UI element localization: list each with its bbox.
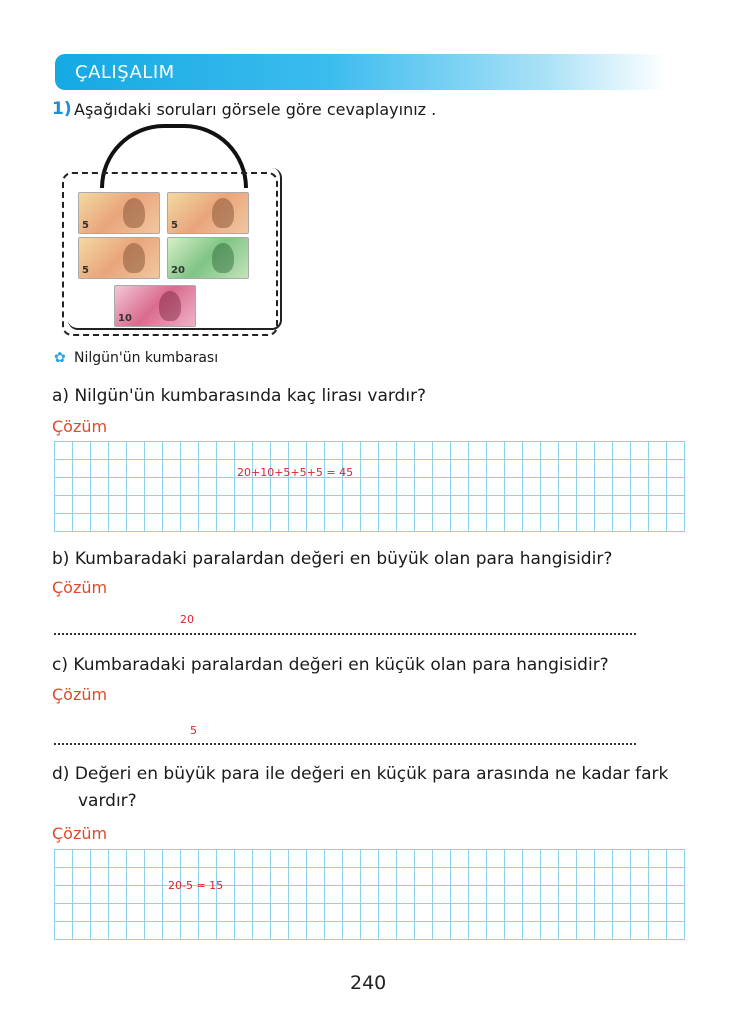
answer-b: 20 [180, 613, 194, 626]
banknote-5: 5 [78, 237, 160, 279]
answer-line-b [54, 633, 636, 635]
answer-line-c [54, 743, 636, 745]
question-c-label: c) [52, 655, 68, 675]
question-b-label: b) [52, 549, 70, 569]
question-instruction: Aşağıdaki soruları görsele göre cevaplayınız . [74, 100, 437, 119]
banknote-10: 10 [114, 285, 196, 327]
section-title: ÇALIŞALIM [75, 62, 175, 83]
answer-c: 5 [190, 724, 197, 737]
question-a-text: Nilgün'ün kumbarasında kaç lirası vardır? [74, 386, 427, 406]
question-b-text: Kumbaradaki paralardan değeri en büyük olan para hangisidir? [74, 549, 613, 569]
banknote-5: 5 [78, 192, 160, 234]
image-caption: Nilgün'ün kumbarası [74, 350, 219, 366]
answer-grid-a [54, 441, 685, 532]
question-c [52, 655, 609, 675]
question-d-label: d) [52, 764, 70, 784]
question-b [52, 549, 612, 569]
page-number: 240 [350, 972, 387, 994]
section-header [55, 54, 667, 90]
question-a [52, 386, 426, 406]
solution-label-a: Çözüm [52, 417, 108, 436]
flower-icon: ✿ [54, 350, 66, 366]
banknote-5: 5 [167, 192, 249, 234]
banknote-20: 20 [167, 237, 249, 279]
answer-grid-d [54, 849, 685, 940]
solution-label-b: Çözüm [52, 578, 108, 597]
question-d-text-line1: Değeri en büyük para ile değeri en küçük para arasında ne kadar fark [74, 764, 669, 784]
question-a-label: a) [52, 386, 70, 406]
solution-label-d: Çözüm [52, 824, 108, 843]
solution-label-c: Çözüm [52, 685, 108, 704]
answer-a: 20+10+5+5+5 = 45 [237, 466, 354, 479]
question-c-text: Kumbaradaki paralardan değeri en küçük olan para hangisidir? [73, 655, 609, 675]
question-d [52, 764, 692, 784]
answer-d: 20-5 = 15 [168, 879, 224, 892]
question-d-text-line2: vardır? [78, 791, 137, 811]
question-number: 1) [52, 99, 72, 119]
